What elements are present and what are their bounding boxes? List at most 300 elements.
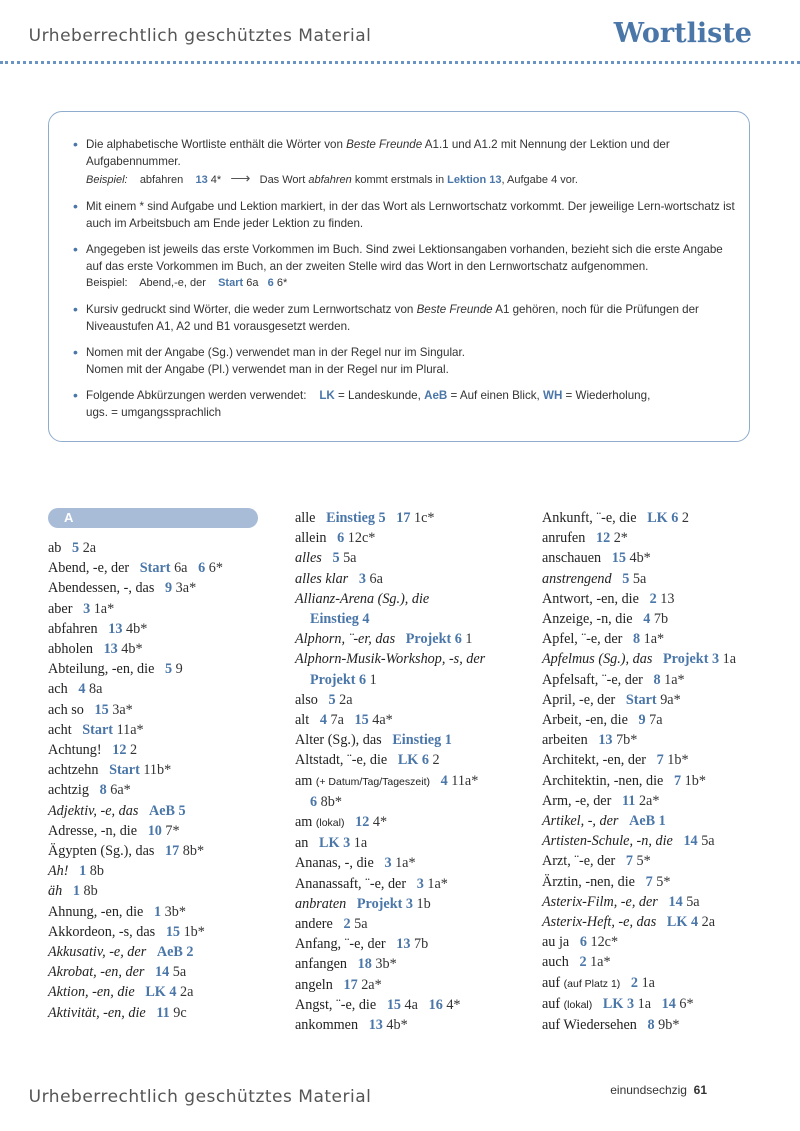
lesson-ref: 9: [165, 580, 173, 597]
exercise-ref: 8b*: [182, 843, 205, 860]
info-text: Nomen mit der Angabe (Pl.) verwendet man in der Regel nur im Plural.: [86, 363, 449, 376]
lesson-ref: 5: [165, 661, 173, 678]
exercise-ref: 4b*: [629, 550, 651, 567]
word-entry: [542, 528, 782, 548]
info-text: , Aufgabe 4 vor.: [501, 174, 578, 186]
headword: au ja: [542, 934, 570, 951]
lesson-ref: 15: [354, 712, 369, 729]
exercise-ref: 1a*: [395, 855, 416, 872]
word-entry: [542, 589, 782, 609]
word-entry: [542, 973, 782, 994]
page-number-word: einundsechzig: [610, 1083, 687, 1097]
lesson-ref: LK 4: [666, 914, 699, 931]
exercise-ref: 2*: [613, 530, 628, 547]
headword: Architektin, -nen, die: [542, 772, 664, 789]
word-entry: [48, 538, 258, 558]
exercise-ref: 4b*: [126, 620, 148, 637]
exercise-ref: 8b: [83, 883, 98, 900]
book-title: Beste Freunde: [346, 138, 423, 151]
exercise-ref: 1a*: [664, 671, 685, 688]
headword: ach so: [48, 701, 84, 718]
lesson-ref: AeB 5: [148, 802, 186, 819]
exercise-ref: 1a*: [93, 600, 115, 617]
example-label: Beispiel:: [86, 277, 128, 289]
info-text: Mit einem * sind Aufgabe und Lektion markiert, in der das Wort als Lernwortschatz vorkommt. Der jeweilige Lern-wortschatz ist auch im Arbeitsbuch am Ende jeder Lektion zu finden.: [86, 200, 735, 230]
lesson-ref: LK 4: [145, 984, 177, 1001]
headword: anschauen: [542, 550, 602, 567]
lesson-ref: 7: [656, 752, 664, 769]
word-entry: [48, 578, 258, 598]
word-entry: [542, 730, 782, 750]
lesson-ref: 17: [396, 510, 411, 526]
word-entry: [295, 750, 535, 770]
word-entry: [48, 720, 258, 740]
lesson-ref: Projekt 3: [356, 895, 413, 912]
word-entry: [48, 599, 258, 619]
headword: Asterix-Heft, -e, das: [542, 914, 657, 931]
headword: Apfelmus (Sg.), das: [542, 651, 653, 668]
headword: alles: [295, 550, 322, 567]
word-entry: [48, 922, 258, 942]
lesson-ref: 2: [630, 974, 639, 991]
headword: Ananas, -, die: [295, 855, 374, 872]
lesson-ref: 3: [416, 875, 424, 892]
headword: Abteilung, -en, die: [48, 661, 155, 678]
exercise-ref: 7b: [653, 611, 669, 628]
word-entry: [48, 740, 258, 760]
abbr-lk: LK: [319, 389, 335, 402]
exercise-ref: 9a*: [660, 691, 681, 708]
usage-note: (lokal): [315, 817, 345, 830]
word-entry: [48, 942, 258, 962]
word-entry: [48, 821, 258, 841]
info-text: kommt erstmals in: [351, 174, 448, 186]
word-entry: [295, 710, 535, 730]
exercise-ref: 3a*: [175, 580, 197, 597]
lesson-ref: Einstieg 1: [392, 732, 452, 749]
lesson-ref: 6: [337, 530, 345, 547]
lesson-ref: 4: [319, 712, 327, 729]
exercise-ref: 2a: [82, 540, 97, 556]
headword: Architekt, -en, der: [542, 752, 646, 769]
usage-note: (auf Platz 1): [563, 977, 621, 990]
headword: acht: [48, 721, 72, 738]
headword: angeln: [295, 976, 333, 993]
headword: alt: [295, 712, 310, 729]
exercise-ref: 9b*: [658, 1017, 680, 1034]
lesson-ref: 15: [94, 701, 109, 718]
lesson-ref: Start: [82, 721, 114, 738]
word-entry: [295, 589, 535, 609]
lesson-ref: 18: [357, 956, 372, 973]
exercise-ref: 9c: [173, 1004, 187, 1021]
exercise-ref: 13: [660, 590, 675, 607]
lesson-ref: 6: [579, 934, 587, 951]
example-label: Beispiel:: [86, 174, 128, 186]
exercise-ref: 3b*: [375, 956, 397, 973]
word-entry: [295, 690, 535, 710]
exercise-ref: 12c*: [590, 934, 619, 951]
info-item-2: [73, 198, 738, 232]
word-entry: [48, 760, 258, 780]
word-entry: [295, 528, 535, 548]
headword: Allianz-Arena (Sg.), die: [295, 590, 430, 607]
exercise-ref: 5a: [172, 964, 187, 981]
headword: Ananassaft, ¨-e, der: [295, 875, 407, 892]
lesson-ref: 17: [343, 976, 358, 993]
headword: Akrobat, -en, der: [48, 964, 145, 981]
lesson-ref: 11: [621, 792, 636, 809]
headword: also: [295, 691, 318, 708]
info-item-3: [73, 241, 738, 292]
headword: Anfang, ¨-e, der: [295, 936, 386, 953]
example-num: 4*: [210, 174, 222, 186]
lesson-ref: 7: [673, 772, 682, 789]
word-entry: [295, 1015, 535, 1035]
headword: Apfelsaft, ¨-e, der: [542, 671, 643, 688]
word-entry: [542, 1015, 782, 1035]
lesson-ref: 15: [611, 550, 626, 567]
lesson-ref: LK 6: [647, 510, 679, 526]
headword: Asterix-Film, -e, der: [542, 893, 658, 910]
example-ref: 6: [267, 277, 274, 289]
headword: Alter (Sg.), das: [295, 732, 382, 749]
word-entry: [542, 831, 782, 851]
exercise-ref: 2: [681, 510, 689, 526]
lesson-ref: Start: [139, 560, 171, 577]
usage-note: (lokal): [563, 998, 593, 1011]
word-entry: [542, 771, 782, 791]
example-ref: 13: [195, 174, 208, 186]
word-entry: [295, 670, 535, 690]
headword: Ankunft, ¨-e, die: [542, 510, 637, 526]
headword: Achtung!: [48, 742, 102, 759]
word-entry: [295, 934, 535, 954]
info-text: Kursiv gedruckt sind Wörter, die weder zum Lernwortschatz von: [86, 303, 417, 316]
headword: am: [295, 814, 313, 831]
headword: anbraten: [295, 895, 347, 912]
info-text: Angegeben ist jeweils das erste Vorkommen im Buch. Sind zwei Lektionsangaben vorhanden, bezieht sich die erste Angabe auf das erste Vorkommen im Buch, an der zweiten Stelle wird das Wort in den Lernwortschatz aufgenommen.: [86, 243, 723, 273]
word-entry: [542, 750, 782, 770]
exercise-ref: 1a: [637, 995, 651, 1012]
word-list-1: [48, 538, 258, 1023]
lesson-ref: 10: [147, 822, 162, 839]
exercise-ref: 11b*: [143, 762, 172, 779]
exercise-ref: 5a: [343, 550, 357, 567]
word-entry: [542, 872, 782, 892]
exercise-ref: 6*: [679, 995, 694, 1012]
word-entry: [542, 892, 782, 912]
headword: abholen: [48, 641, 93, 658]
exercise-ref: 3a*: [112, 701, 133, 718]
word-entry: [295, 629, 535, 649]
headword: Alphorn, ¨-er, das: [295, 631, 396, 648]
word-entry: [542, 548, 782, 568]
info-text: ugs. = umgangssprachlich: [86, 406, 222, 419]
info-text: = Auf einen Blick,: [447, 389, 543, 402]
headword: aber: [48, 600, 73, 617]
exercise-ref: 1b*: [667, 752, 689, 769]
abbr-wh: WH: [543, 389, 563, 402]
exercise-ref: 11a*: [116, 721, 144, 738]
lesson-ref: 4: [78, 681, 86, 698]
word-entry: [295, 954, 535, 974]
exercise-ref: 2a: [339, 691, 353, 708]
headword: andere: [295, 916, 333, 933]
word-entry: [542, 811, 782, 831]
lesson-ref: 6: [310, 793, 318, 810]
headword: äh: [48, 883, 63, 900]
headword: Apfel, ¨-e, der: [542, 631, 623, 648]
headword: arbeiten: [542, 732, 588, 749]
word-entry: [542, 791, 782, 811]
lesson-ref: LK 6: [397, 752, 429, 769]
arrow-icon: ⟶: [230, 170, 251, 186]
headword: Arm, -e, der: [542, 792, 612, 809]
exercise-ref: 1a*: [643, 631, 665, 648]
exercise-ref: 11a*: [451, 772, 479, 789]
headword: anrufen: [542, 530, 586, 547]
lesson-ref: 7: [645, 873, 653, 890]
word-entry: [48, 881, 258, 901]
dotted-divider: [0, 61, 800, 64]
lesson-ref: 12: [595, 530, 611, 547]
example-num: 6*: [276, 277, 288, 289]
info-item-4: [73, 301, 738, 335]
usage-note: (+ Datum/Tag/Tageszeit): [315, 775, 430, 788]
exercise-ref: 4a*: [372, 712, 393, 729]
word-entry: [295, 609, 535, 629]
word-entry: [295, 508, 535, 528]
headword: achtzehn: [48, 762, 99, 779]
exercise-ref: 4*: [372, 814, 388, 831]
exercise-ref: 1a*: [427, 875, 448, 892]
word-entry: [48, 639, 258, 659]
word-entry: [542, 932, 782, 952]
lesson-ref: 15: [165, 923, 181, 940]
exercise-ref: 5a: [354, 916, 368, 933]
word-entry: [48, 558, 258, 578]
watermark-bottom: Urheberrechtlich geschütztes Material: [28, 1087, 372, 1107]
exercise-ref: 6a: [369, 570, 383, 587]
page-number-digit: 61: [693, 1083, 707, 1097]
headword: Alphorn-Musik-Workshop, -s, der: [295, 651, 486, 668]
lesson-ref: 14: [668, 893, 683, 910]
lesson-ref: 6: [198, 560, 206, 577]
info-text: A1.1 und A1.2 mit Nennung der Lektion und der Aufgabennummer.: [86, 138, 670, 168]
example-word: Abend,-e, der: [139, 277, 206, 289]
exercise-ref: 7a: [649, 712, 663, 729]
exercise-ref: 1c*: [414, 510, 435, 526]
lesson-ref: 5: [332, 550, 340, 567]
lesson-ref: 14: [683, 833, 698, 850]
word-column-2: [295, 508, 535, 1035]
headword: anfangen: [295, 956, 347, 973]
lesson-ref: 3: [358, 570, 366, 587]
lesson-ref: 13: [108, 620, 123, 637]
word-entry: [542, 710, 782, 730]
word-entry: [48, 801, 258, 821]
info-text: Folgende Abkürzungen werden verwendet:: [86, 389, 307, 402]
lesson-ref: 3: [83, 600, 91, 617]
lesson-ref: 2: [579, 954, 587, 971]
exercise-ref: 8b: [89, 863, 104, 880]
word-entry: [542, 629, 782, 649]
word-entry: [48, 679, 258, 699]
exercise-ref: 1: [465, 631, 473, 648]
word-list-3: [542, 508, 782, 1035]
headword: Adresse, -n, die: [48, 822, 138, 839]
exercise-ref: 4*: [446, 996, 461, 1013]
lesson-ref: AeB 1: [629, 813, 666, 830]
lesson-ref: 8: [633, 631, 641, 648]
info-item-1: [73, 136, 738, 189]
lesson-ref: 7: [625, 853, 633, 870]
page-title: Wortliste: [613, 18, 752, 49]
exercise-ref: 5a: [701, 833, 715, 850]
info-text: = Landeskunde,: [334, 389, 425, 402]
word-entry: [542, 508, 782, 528]
exercise-ref: 1a: [722, 651, 737, 668]
lesson-ref: 8: [647, 1017, 655, 1034]
lesson-ref: 5: [622, 570, 630, 587]
word-entry: [48, 700, 258, 720]
lesson-ref: 4: [643, 611, 651, 628]
headword: anstrengend: [542, 570, 612, 587]
word-entry: [542, 609, 782, 629]
exercise-ref: 1b*: [183, 923, 205, 940]
word-entry: [295, 853, 535, 873]
lesson-ref: Projekt 6: [310, 671, 367, 688]
lesson-ref: 14: [155, 964, 170, 981]
exercise-ref: 4b*: [121, 641, 143, 658]
exercise-ref: 6*: [208, 560, 223, 577]
word-entry: [295, 833, 535, 853]
lesson-ref: 3: [384, 855, 392, 872]
example-line: [86, 170, 738, 189]
lesson-ref: 13: [396, 936, 411, 953]
headword: am: [295, 772, 313, 789]
exercise-ref: 8a: [88, 681, 103, 698]
lesson-ref: Lektion 13: [447, 174, 502, 186]
lesson-ref: 5: [72, 540, 80, 556]
word-entry: [295, 569, 535, 589]
lesson-ref: LK 3: [319, 835, 351, 852]
word-list-2: [295, 508, 535, 1035]
headword: auf Wiedersehen: [542, 1017, 637, 1034]
word-entry: [295, 649, 535, 669]
word-entry: [542, 690, 782, 710]
lesson-ref: AeB 2: [156, 944, 194, 961]
lesson-ref: 15: [386, 996, 401, 1013]
exercise-ref: 5a: [632, 570, 647, 587]
lesson-ref: Projekt 3: [662, 651, 720, 668]
exercise-ref: 7a: [330, 712, 344, 729]
exercise-ref: 1: [369, 671, 377, 688]
word-entry: [295, 792, 535, 812]
word-entry: [48, 780, 258, 800]
exercise-ref: 12c*: [347, 530, 376, 547]
lesson-ref: 8: [99, 782, 107, 799]
exercise-ref: 8b*: [320, 793, 342, 810]
headword: Antwort, -en, die: [542, 590, 639, 607]
headword: Arbeit, -en, die: [542, 712, 628, 729]
word-entry: [48, 962, 258, 982]
word-entry: [48, 902, 258, 922]
lesson-ref: Start: [625, 691, 657, 708]
headword: Altstadt, ¨-e, die: [295, 752, 388, 769]
book-title: Beste Freunde: [416, 303, 493, 316]
exercise-ref: 2a: [180, 984, 194, 1001]
info-box: [48, 111, 750, 442]
headword: Abendessen, -, das: [48, 580, 155, 597]
headword: Angst, ¨-e, die: [295, 996, 377, 1013]
exercise-ref: 2: [432, 752, 440, 769]
watermark-top: Urheberrechtlich geschütztes Material: [28, 26, 372, 46]
word-entry: [48, 982, 258, 1002]
headword: allein: [295, 530, 327, 547]
exercise-ref: 2a: [701, 914, 715, 931]
headword: ankommen: [295, 1017, 359, 1034]
headword: auf: [542, 974, 561, 991]
headword: April, -e, der: [542, 691, 616, 708]
abbr-aeb: AeB: [424, 389, 448, 402]
headword: Akkordeon, -s, das: [48, 923, 156, 940]
exercise-ref: 1a*: [590, 954, 611, 971]
headword: Ahnung, -en, die: [48, 903, 144, 920]
word-entry: [48, 619, 258, 639]
exercise-ref: 1a: [641, 974, 655, 991]
exercise-ref: 7*: [165, 822, 180, 839]
exercise-ref: 6a: [174, 560, 188, 577]
exercise-ref: 2a*: [361, 976, 382, 993]
lesson-ref: 12: [112, 742, 127, 759]
headword: Aktion, -en, die: [48, 984, 135, 1001]
exercise-ref: 6a*: [110, 782, 131, 799]
lesson-ref: 11: [156, 1004, 170, 1021]
headword: achtzig: [48, 782, 89, 799]
exercise-ref: 5*: [636, 853, 651, 870]
headword: auf: [542, 995, 561, 1012]
example-word-italic: abfahren: [308, 174, 352, 186]
word-entry: [295, 812, 535, 833]
lesson-ref: 13: [368, 1017, 383, 1034]
word-entry: [295, 894, 535, 914]
word-entry: [48, 659, 258, 679]
word-entry: [48, 1003, 258, 1023]
lesson-ref: 17: [165, 843, 180, 860]
lesson-ref: Projekt 6: [405, 631, 462, 648]
word-entry: [48, 841, 258, 861]
info-item-5: [73, 344, 738, 378]
word-entry: [542, 952, 782, 972]
headword: alle: [295, 510, 316, 526]
exercise-ref: 4a: [404, 996, 418, 1013]
headword: Abend, -e, der: [48, 560, 130, 577]
exercise-ref: 1b*: [684, 772, 706, 789]
exercise-ref: 2a*: [638, 792, 660, 809]
word-entry: [542, 670, 782, 690]
info-text: = Wiederholung,: [562, 389, 651, 402]
word-column-1: [48, 508, 258, 1023]
info-text: Nomen mit der Angabe (Sg.) verwendet man in der Regel nur im Singular.: [86, 346, 465, 359]
headword: Adjektiv, -e, das: [48, 802, 139, 819]
info-text: A1 gehören, noch für die Prüfungen der Niveaustufen A1, A2 und B1 vorausgesetzt werden.: [86, 303, 699, 333]
lesson-ref: 14: [661, 995, 676, 1012]
word-entry: [295, 874, 535, 894]
info-list: [73, 136, 738, 430]
lesson-ref: 1: [79, 863, 87, 880]
